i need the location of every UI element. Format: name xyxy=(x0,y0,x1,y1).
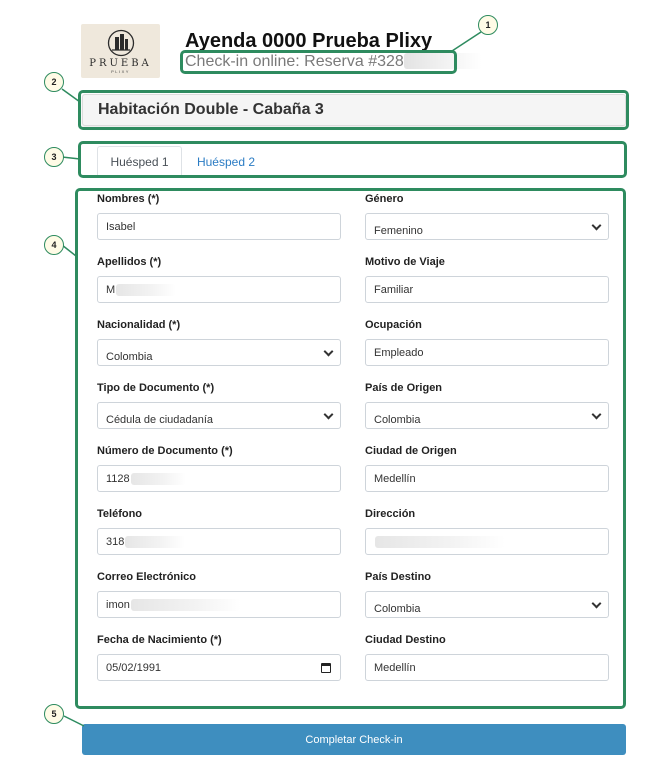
logo-subword: PLIXY xyxy=(111,68,130,74)
nombres-label: Nombres (*) xyxy=(97,193,160,205)
apellidos-label: Apellidos (*) xyxy=(97,256,162,268)
annotation-badge-2: 2 xyxy=(44,72,64,92)
annotation-badge-5: 5 xyxy=(44,704,64,724)
genero-label: Género xyxy=(365,193,404,205)
nombres-input[interactable]: Isabel xyxy=(97,213,341,240)
motivo-viaje-label: Motivo de Viaje xyxy=(365,256,445,268)
complete-checkin-button[interactable]: Completar Check-in xyxy=(82,724,626,755)
numero-documento-label: Número de Documento (*) xyxy=(97,445,233,457)
tab-guest-2[interactable]: Huésped 2 xyxy=(196,154,256,169)
direccion-label: Dirección xyxy=(365,508,416,520)
tipo-documento-select[interactable]: Cédula de ciudadanía xyxy=(97,402,341,429)
pais-destino-label: País Destino xyxy=(365,571,432,583)
ocupacion-label: Ocupación xyxy=(365,319,422,331)
tab-guest-1[interactable]: Huésped 1 xyxy=(97,146,182,177)
pais-origen-label: País de Origen xyxy=(365,382,443,394)
telefono-input[interactable]: 318 xyxy=(97,528,341,555)
nacionalidad-select[interactable]: Colombia xyxy=(97,339,341,366)
ciudad-origen-input[interactable]: Medellín xyxy=(365,465,609,492)
pais-destino-select[interactable]: Colombia xyxy=(365,591,609,618)
tipo-documento-label: Tipo de Documento (*) xyxy=(97,382,215,394)
ciudad-destino-label: Ciudad Destino xyxy=(365,634,446,646)
ocupacion-input[interactable]: Empleado xyxy=(365,339,609,366)
numero-documento-input[interactable]: 1128 xyxy=(97,465,341,492)
genero-select[interactable]: Femenino xyxy=(365,213,609,240)
logo-word: PRUEBA xyxy=(89,57,152,69)
pais-origen-select[interactable]: Colombia xyxy=(365,402,609,429)
nacionalidad-label: Nacionalidad (*) xyxy=(97,319,181,331)
reservation-subtitle: Check-in online: Reserva #328 xyxy=(185,53,482,71)
annotation-badge-3: 3 xyxy=(44,147,64,167)
fecha-nacimiento-input[interactable]: 05/02/1991 xyxy=(97,654,341,681)
telefono-label: Teléfono xyxy=(97,508,143,520)
annotation-badge-4: 4 xyxy=(44,235,64,255)
hotel-name: Ayenda 0000 Prueba Plixy xyxy=(185,30,433,52)
room-title: Habitación Double - Cabaña 3 xyxy=(98,101,324,118)
correo-label: Correo Electrónico xyxy=(97,571,197,583)
ciudad-origen-label: Ciudad de Origen xyxy=(365,445,457,457)
motivo-viaje-input[interactable]: Familiar xyxy=(365,276,609,303)
annotation-badge-1: 1 xyxy=(478,15,498,35)
correo-input[interactable]: imon xyxy=(97,591,341,618)
fecha-nacimiento-label: Fecha de Nacimiento (*) xyxy=(97,634,222,646)
ciudad-destino-input[interactable]: Medellín xyxy=(365,654,609,681)
apellidos-input[interactable]: M xyxy=(97,276,341,303)
